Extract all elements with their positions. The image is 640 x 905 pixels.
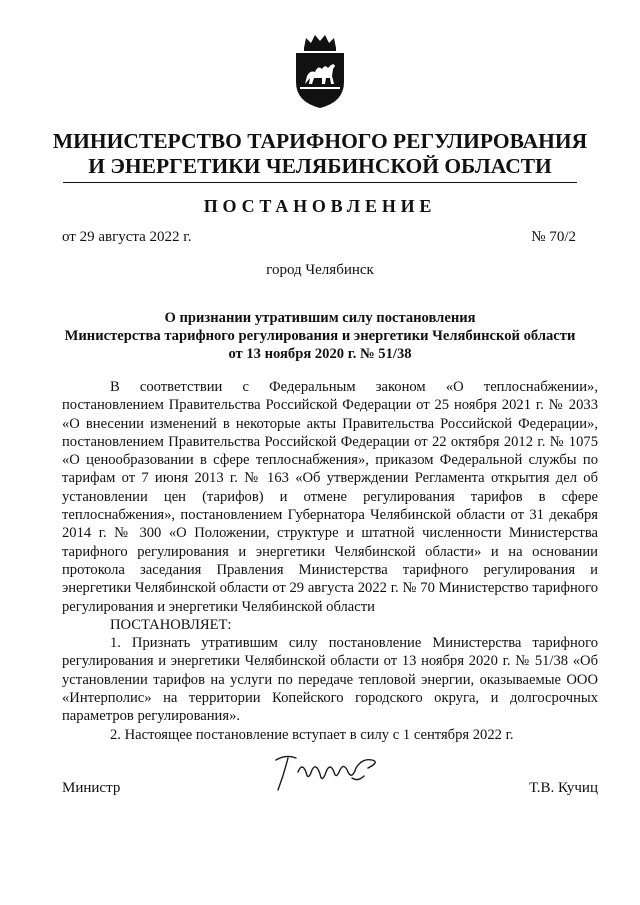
decree-item-1: 1. Признать утратившим силу постановление Министерства тарифного регулирования и энергетики Челябинской области от 13 ноября 2020 г. № 51/38 «Об установлении тарифов на услуги по передаче тепловой энергии, оказываемые ООО «Интерполис» на территории Копейского городского округа, и долгосрочных параметров регулирования». — [62, 635, 598, 725]
document-type: ПОСТАНОВЛЕНИЕ — [203, 196, 437, 216]
ministry-name-line1: МИНИСТЕРСТВО ТАРИФНОГО РЕГУЛИРОВАНИЯ — [52, 129, 588, 153]
document-city: город Челябинск — [266, 262, 374, 278]
signatory-position: Министр — [62, 780, 121, 796]
document-number: № 70/2 — [531, 229, 576, 245]
document-title-line2: Министерства тарифного регулирования и энергетики Челябинской области — [64, 328, 576, 344]
document-date: от 29 августа 2022 г. — [62, 229, 192, 245]
document-title — [40, 309, 600, 363]
ministry-name — [40, 129, 600, 179]
document-title-line1: О признании утратившим силу постановления — [164, 310, 476, 326]
header-rule — [63, 182, 577, 183]
coat-of-arms-icon — [290, 32, 350, 110]
document-title-line3: от 13 ноября 2020 г. № 51/38 — [228, 346, 412, 362]
document-body — [62, 378, 598, 744]
handwritten-signature-icon — [268, 750, 398, 796]
preamble-paragraph: В соответствии с Федеральным законом «О теплоснабжении», постановлением Правительства Российской Федерации от 25 ноября 2021 г. № 2033 «О внесении изменений в некоторые акты Правительства Российской Федерации», постановлением Правительства Российской Федерации от 22 октября 2012 г. № 1075 «О ценообразовании в сфере теплоснабжения», приказом Федеральной службы по тарифам от 7 июня 2013 г. № 163 «Об утверждении Регламента открытия дел об установлении цен (тарифов) и отмене регулирования тарифов в сфере теплоснабжения», постановлением Губернатора Челябинской области от 31 декабря 2014 г. № 300 «О Положении, структуре и штатной численности Министерства тарифного регулирования и энергетики Челябинской области» и на основании протокола заседания Правления Министерства тарифного регулирования и энергетики Челябинской области от 29 августа 2022 г. № 70 Министерство тарифного регулирования и энергетики Челябинской области — [62, 379, 598, 615]
decree-word: ПОСТАНОВЛЯЕТ: — [110, 616, 232, 633]
signatory-name: Т.В. Кучиц — [529, 780, 598, 796]
decree-item-2: 2. Настоящее постановление вступает в силу с 1 сентября 2022 г. — [110, 726, 514, 743]
ministry-name-line2: И ЭНЕРГЕТИКИ ЧЕЛЯБИНСКОЙ ОБЛАСТИ — [88, 154, 552, 178]
